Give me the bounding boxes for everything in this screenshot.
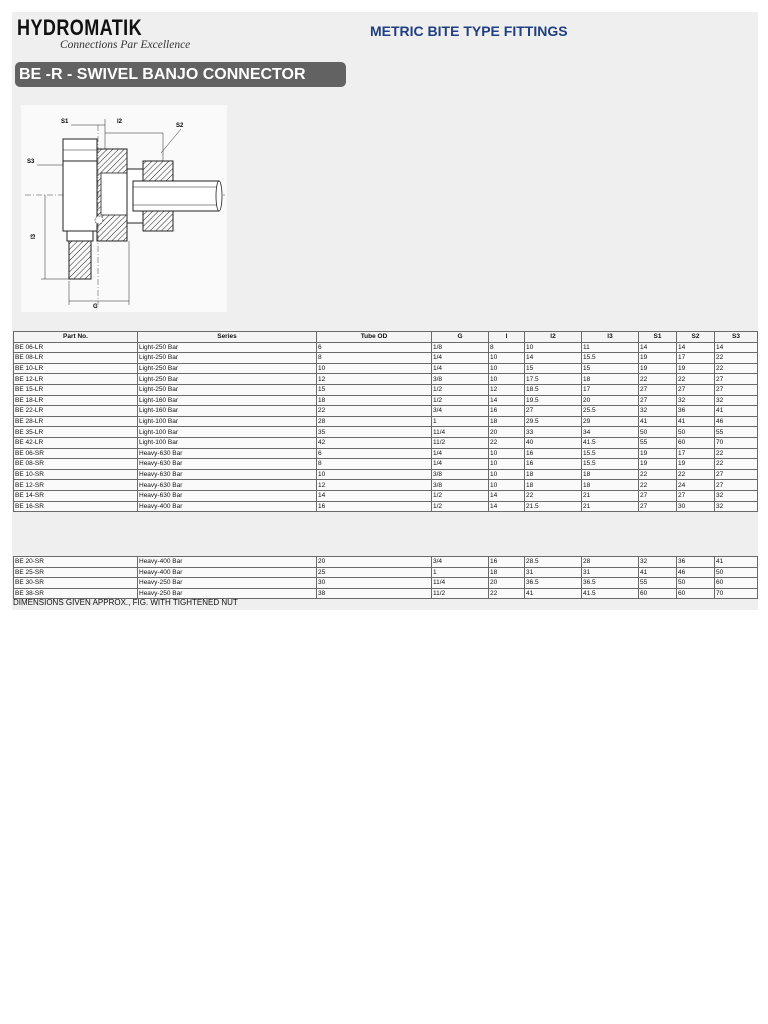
table-cell: 16 [489, 406, 525, 417]
table-row [14, 374, 758, 385]
table-row [14, 384, 758, 395]
table-cell: Light-160 Bar [138, 395, 317, 406]
table-cell: BE 10-LR [14, 363, 138, 374]
table-cell: 22 [639, 374, 677, 385]
table-cell: Heavy-630 Bar [138, 490, 317, 501]
table-cell: 12 [317, 374, 432, 385]
table-cell: Light-250 Bar [138, 374, 317, 385]
table-cell: 27 [639, 384, 677, 395]
table-cell: Light-250 Bar [138, 353, 317, 364]
table-cell: 1/4 [432, 353, 489, 364]
table-cell: 12 [489, 384, 525, 395]
table-row [14, 427, 758, 438]
catalog-sheet [12, 12, 758, 610]
table-cell: 8 [317, 353, 432, 364]
column-header: S3 [715, 332, 758, 343]
table-cell: 36.5 [582, 578, 639, 589]
table-cell: 22 [639, 480, 677, 491]
table-cell: 1/8 [432, 342, 489, 353]
table-cell: 34 [582, 427, 639, 438]
table-cell: Light-100 Bar [138, 427, 317, 438]
table-header-row [14, 332, 758, 343]
table-cell: 14 [715, 342, 758, 353]
table-cell: 16 [525, 448, 582, 459]
table-cell: 32 [715, 501, 758, 512]
table-cell: 30 [677, 501, 715, 512]
table-cell: 14 [677, 342, 715, 353]
table-cell: 21 [582, 501, 639, 512]
table-cell: 27 [639, 490, 677, 501]
table-cell: Heavy-400 Bar [138, 501, 317, 512]
fitting-drawing [21, 105, 227, 312]
table-cell: 25.5 [582, 406, 639, 417]
table-row [14, 578, 758, 589]
table-cell: 60 [639, 588, 677, 599]
table-cell: 41 [525, 588, 582, 599]
table-cell: Light-250 Bar [138, 342, 317, 353]
table-cell: 10 [489, 363, 525, 374]
table-cell: BE 30-SR [14, 578, 138, 589]
table-cell: 55 [639, 437, 677, 448]
table-cell: 14 [317, 490, 432, 501]
table-row [14, 353, 758, 364]
table-cell: 14 [639, 342, 677, 353]
series-title: METRIC BITE TYPE FITTINGS [370, 23, 568, 39]
table-cell: 32 [639, 406, 677, 417]
table-cell: 31 [525, 567, 582, 578]
table-cell: 17 [677, 353, 715, 364]
table-row [14, 501, 758, 512]
table-row [14, 459, 758, 470]
product-title: BE -R - SWIVEL BANJO CONNECTOR [15, 62, 346, 87]
table-cell: 18 [317, 395, 432, 406]
table-cell: BE 12-LR [14, 374, 138, 385]
table-cell: 18 [582, 374, 639, 385]
table-cell: BE 08-SR [14, 459, 138, 470]
table-cell: 1 [432, 567, 489, 578]
table-cell: BE 08-LR [14, 353, 138, 364]
table-cell: 22 [525, 490, 582, 501]
table-cell: 8 [489, 342, 525, 353]
table-cell: 40 [525, 437, 582, 448]
table-cell: 41 [677, 416, 715, 427]
table-cell: 20 [582, 395, 639, 406]
table-cell: BE 14-SR [14, 490, 138, 501]
table-cell: 11 [582, 342, 639, 353]
table-cell: 1/2 [432, 384, 489, 395]
label-s1: S1 [61, 119, 69, 125]
table-cell: BE 18-LR [14, 395, 138, 406]
table-cell: 28 [582, 557, 639, 568]
table-cell: BE 22-LR [14, 406, 138, 417]
table-cell: Light-160 Bar [138, 406, 317, 417]
table-cell: 10 [317, 363, 432, 374]
table-cell: 27 [639, 501, 677, 512]
table-row [14, 557, 758, 568]
table-cell: 36.5 [525, 578, 582, 589]
table-cell: Light-250 Bar [138, 363, 317, 374]
table-cell: 11/2 [432, 588, 489, 599]
table-cell: 60 [677, 588, 715, 599]
column-header: Tube OD [317, 332, 432, 343]
table-cell: 19 [639, 448, 677, 459]
table-cell: 10 [489, 469, 525, 480]
table-cell: 22 [715, 448, 758, 459]
table-cell: Heavy-250 Bar [138, 588, 317, 599]
table-cell: 19 [677, 459, 715, 470]
table-cell: 24 [677, 480, 715, 491]
table-cell: 20 [489, 427, 525, 438]
table-cell: 35 [317, 427, 432, 438]
table-cell: BE 10-SR [14, 469, 138, 480]
table-cell: BE 25-SR [14, 567, 138, 578]
brand-name: HYDROMATIK [17, 15, 143, 40]
table-cell: BE 06-LR [14, 342, 138, 353]
column-header: Series [138, 332, 317, 343]
table-cell: Light-100 Bar [138, 416, 317, 427]
table-cell: 41 [715, 557, 758, 568]
column-header: l2 [525, 332, 582, 343]
table-cell: Heavy-400 Bar [138, 567, 317, 578]
table-cell: 16 [317, 501, 432, 512]
table-cell: 22 [715, 363, 758, 374]
table-cell: 27 [715, 480, 758, 491]
table-cell: 6 [317, 448, 432, 459]
table-cell: Heavy-250 Bar [138, 578, 317, 589]
table-cell: 22 [677, 469, 715, 480]
table-cell: 46 [677, 567, 715, 578]
label-s2: S2 [176, 123, 184, 129]
table-cell: Heavy-400 Bar [138, 557, 317, 568]
table-row [14, 469, 758, 480]
column-header: Part No. [14, 332, 138, 343]
table-cell: 36 [677, 557, 715, 568]
table-cell: 50 [715, 567, 758, 578]
column-header: l3 [582, 332, 639, 343]
table-cell: 28.5 [525, 557, 582, 568]
table-cell: 17 [582, 384, 639, 395]
table-cell: 18 [582, 480, 639, 491]
label-g: G [93, 304, 98, 310]
table-row [14, 363, 758, 374]
table-cell: 15.5 [582, 353, 639, 364]
table-cell: 55 [639, 578, 677, 589]
table-row [14, 448, 758, 459]
table-cell: 22 [715, 353, 758, 364]
table-cell: 31 [582, 567, 639, 578]
table-cell: 19 [639, 363, 677, 374]
table-cell: 19 [639, 353, 677, 364]
table-cell: 60 [677, 437, 715, 448]
table-row [14, 416, 758, 427]
table-cell: 27 [525, 406, 582, 417]
table-cell: 1/2 [432, 501, 489, 512]
brand-logo [17, 16, 190, 51]
table-row [14, 567, 758, 578]
table-cell: BE 20-SR [14, 557, 138, 568]
table-cell: 18 [525, 480, 582, 491]
table-cell: Heavy-630 Bar [138, 469, 317, 480]
table-cell: 55 [715, 427, 758, 438]
table-cell: 27 [715, 469, 758, 480]
footnote: DIMENSIONS GIVEN APPROX., FIG. WITH TIGHTENED NUT [13, 598, 238, 607]
table-cell: 22 [489, 588, 525, 599]
table-cell: 11/2 [432, 437, 489, 448]
table-cell: 18.5 [525, 384, 582, 395]
table-cell: 32 [677, 395, 715, 406]
label-l2: l2 [117, 119, 123, 125]
label-l3: l3 [31, 233, 37, 239]
table-cell: 15.5 [582, 448, 639, 459]
table-cell: 41 [639, 416, 677, 427]
table-cell: BE 06-SR [14, 448, 138, 459]
table-cell: 3/8 [432, 480, 489, 491]
table-cell: 29.5 [525, 416, 582, 427]
table-cell: 18 [525, 469, 582, 480]
table-cell: 21 [582, 490, 639, 501]
table-cell: 41.5 [582, 588, 639, 599]
table-cell: 12 [317, 480, 432, 491]
table-cell: 50 [639, 427, 677, 438]
table-cell: 46 [715, 416, 758, 427]
table-cell: 20 [489, 578, 525, 589]
table-cell: BE 42-LR [14, 437, 138, 448]
table-cell: 8 [317, 459, 432, 470]
table-cell: 1 [432, 416, 489, 427]
table-cell: BE 12-SR [14, 480, 138, 491]
dimension-table-part2 [13, 556, 758, 599]
table-cell: 41.5 [582, 437, 639, 448]
table-cell: 19 [677, 363, 715, 374]
table-cell: BE 35-LR [14, 427, 138, 438]
table-cell: Heavy-630 Bar [138, 459, 317, 470]
table-cell: 29 [582, 416, 639, 427]
table-row [14, 490, 758, 501]
table-cell: BE 28-LR [14, 416, 138, 427]
table-cell: 3/4 [432, 557, 489, 568]
table-cell: 22 [639, 469, 677, 480]
table-cell: Light-100 Bar [138, 437, 317, 448]
label-s3: S3 [27, 159, 35, 165]
table-cell: BE 16-SR [14, 501, 138, 512]
table-cell: 28 [317, 416, 432, 427]
table-cell: 27 [639, 395, 677, 406]
table-cell: 30 [317, 578, 432, 589]
table-cell: 33 [525, 427, 582, 438]
table-row [14, 342, 758, 353]
table-cell: 27 [677, 384, 715, 395]
table-cell: 27 [715, 374, 758, 385]
table-row [14, 480, 758, 491]
table-cell: 10 [317, 469, 432, 480]
table-cell: 10 [489, 448, 525, 459]
column-header: l [489, 332, 525, 343]
table-cell: 50 [677, 427, 715, 438]
table-cell: 19 [639, 459, 677, 470]
dimension-table-part1 [13, 331, 758, 512]
table-cell: 32 [715, 395, 758, 406]
table-cell: 17 [677, 448, 715, 459]
table-cell: 22 [489, 437, 525, 448]
table-cell: 10 [489, 374, 525, 385]
table-cell: 36 [677, 406, 715, 417]
table-cell: 42 [317, 437, 432, 448]
table-cell: 10 [489, 480, 525, 491]
table-cell: 1/2 [432, 395, 489, 406]
table-cell: Light-250 Bar [138, 384, 317, 395]
column-header: S2 [677, 332, 715, 343]
table-row [14, 437, 758, 448]
table-cell: Heavy-630 Bar [138, 480, 317, 491]
table-cell: 38 [317, 588, 432, 599]
table-cell: BE 38-SR [14, 588, 138, 599]
table-cell: BE 15-LR [14, 384, 138, 395]
table-cell: 32 [715, 490, 758, 501]
table-cell: 41 [639, 567, 677, 578]
table-cell: 22 [677, 374, 715, 385]
table-cell: 10 [489, 353, 525, 364]
table-cell: 19.5 [525, 395, 582, 406]
table-cell: 15.5 [582, 459, 639, 470]
table-cell: 27 [715, 384, 758, 395]
table-cell: 27 [677, 490, 715, 501]
table-cell: 10 [489, 459, 525, 470]
table-cell: 70 [715, 437, 758, 448]
table-cell: 18 [489, 416, 525, 427]
table-cell: Heavy-630 Bar [138, 448, 317, 459]
table-cell: 3/8 [432, 469, 489, 480]
table-cell: 50 [677, 578, 715, 589]
table-cell: 22 [317, 406, 432, 417]
table-cell: 70 [715, 588, 758, 599]
table-cell: 16 [489, 557, 525, 568]
table-cell: 21.5 [525, 501, 582, 512]
table-cell: 20 [317, 557, 432, 568]
table-cell: 3/4 [432, 406, 489, 417]
column-header: S1 [639, 332, 677, 343]
table-cell: 10 [525, 342, 582, 353]
table-row [14, 395, 758, 406]
table-cell: 1/2 [432, 490, 489, 501]
table-cell: 25 [317, 567, 432, 578]
table-cell: 14 [489, 490, 525, 501]
table-cell: 32 [639, 557, 677, 568]
table-cell: 15 [317, 384, 432, 395]
table-cell: 6 [317, 342, 432, 353]
table-cell: 22 [715, 459, 758, 470]
column-header: G [432, 332, 489, 343]
table-cell: 1/4 [432, 448, 489, 459]
table-cell: 60 [715, 578, 758, 589]
table-cell: 11/4 [432, 427, 489, 438]
table-row [14, 406, 758, 417]
table-cell: 18 [489, 567, 525, 578]
table-cell: 1/4 [432, 459, 489, 470]
table-cell: 3/8 [432, 374, 489, 385]
table-cell: 18 [582, 469, 639, 480]
table-cell: 11/4 [432, 578, 489, 589]
brand-tagline: Connections Par Excellence [60, 39, 191, 51]
table-cell: 15 [582, 363, 639, 374]
table-cell: 14 [489, 501, 525, 512]
table-cell: 14 [525, 353, 582, 364]
table-cell: 16 [525, 459, 582, 470]
table-cell: 17.5 [525, 374, 582, 385]
table-cell: 1/4 [432, 363, 489, 374]
table-cell: 41 [715, 406, 758, 417]
table-cell: 14 [489, 395, 525, 406]
table-cell: 15 [525, 363, 582, 374]
